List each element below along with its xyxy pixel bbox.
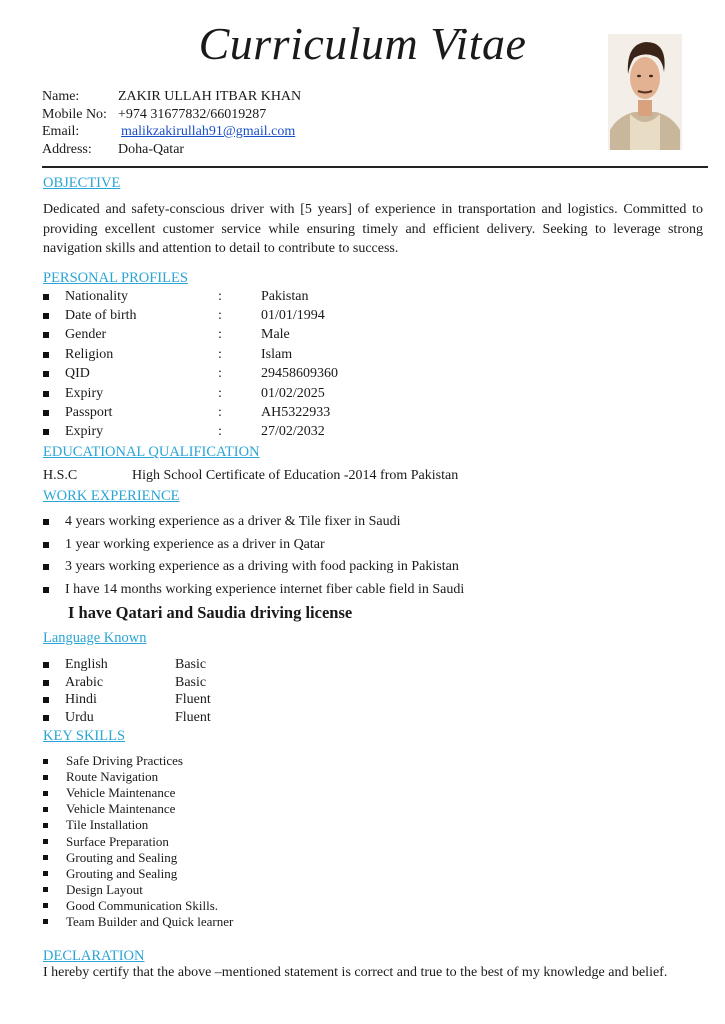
declaration-heading: DECLARATION (43, 948, 145, 964)
list-item: Religion : Islam (43, 345, 338, 364)
name-value: ZAKIR ULLAH ITBAR KHAN (118, 89, 302, 104)
objective-heading: OBJECTIVE (43, 175, 121, 191)
name-label: Name: (42, 89, 80, 104)
list-item: Arabic Basic (43, 674, 211, 692)
personal-profiles-list (43, 287, 338, 442)
profile-photo (608, 34, 682, 150)
header-divider (42, 166, 708, 168)
list-item: Hindi Fluent (43, 692, 211, 710)
cv-title: Curriculum Vitae (198, 18, 527, 69)
email-label: Email: (42, 124, 80, 139)
list-item: Passport : AH5322933 (43, 403, 338, 422)
personal-profiles-heading: PERSONAL PROFILES (43, 270, 188, 286)
language-list (43, 656, 211, 727)
driving-license-statement: I have Qatari and Saudia driving license (68, 603, 353, 622)
education-row (43, 467, 458, 485)
list-item: Grouting and Sealing (43, 850, 233, 866)
address-label: Address: (42, 141, 92, 157)
address-value: Doha-Qatar (118, 141, 185, 157)
list-item: Good Communication Skills. (43, 898, 233, 914)
list-item: Team Builder and Quick learner (43, 914, 233, 930)
education-level: H.S.C (43, 468, 78, 483)
contact-block (42, 88, 301, 158)
list-item: Surface Preparation (43, 833, 233, 849)
list-item: Expiry : 27/02/2032 (43, 423, 338, 442)
mobile-value: +974 31677832/66019287 (118, 106, 267, 122)
list-item: Design Layout (43, 882, 233, 898)
key-skills-heading: KEY SKILLS (43, 728, 126, 744)
list-item: Tile Installation (43, 817, 233, 833)
list-item: I have 14 months working experience internet fiber cable field in Saudi (43, 579, 464, 602)
list-item: Gender : Male (43, 326, 338, 345)
list-item: Date of birth : 01/01/1994 (43, 306, 338, 325)
list-item: Expiry : 01/02/2025 (43, 384, 338, 403)
email-link[interactable]: malikzakirullah91@gmail.com (121, 124, 296, 139)
list-item: QID : 29458609360 (43, 365, 338, 384)
education-heading: EDUCATIONAL QUALIFICATION (43, 444, 260, 460)
list-item: Safe Driving Practices (43, 753, 233, 769)
mobile-label: Mobile No: (42, 106, 107, 122)
list-item: Urdu Fluent (43, 709, 211, 727)
objective-text: Dedicated and safety-conscious driver with [5 years] of experience in transportation and logistics. Committed to providing excellent customer service while ensuring timely and efficient delivery. Seeking to leverage strong navigation skills and attention to detail to contribute to success. (43, 202, 703, 256)
list-item: 4 years working experience as a driver & Tile fixer in Saudi (43, 511, 464, 534)
language-heading: Language Known (43, 630, 147, 646)
list-item: English Basic (43, 656, 211, 674)
list-item: 3 years working experience as a driving with food packing in Pakistan (43, 556, 464, 579)
list-item: Grouting and Sealing (43, 866, 233, 882)
education-detail: High School Certificate of Education -2014 from Pakistan (132, 468, 459, 483)
list-item: Route Navigation (43, 769, 233, 785)
list-item: 1 year working experience as a driver in Qatar (43, 534, 464, 557)
list-item: Vehicle Maintenance (43, 785, 233, 801)
work-experience-heading: WORK EXPERIENCE (43, 488, 180, 504)
key-skills-list (43, 753, 233, 930)
work-experience-list (43, 511, 464, 601)
declaration-text: I hereby certify that the above –mentioned statement is correct and true to the best of my knowledge and belief. (43, 965, 668, 980)
list-item: Nationality : Pakistan (43, 287, 338, 306)
list-item: Vehicle Maintenance (43, 801, 233, 817)
